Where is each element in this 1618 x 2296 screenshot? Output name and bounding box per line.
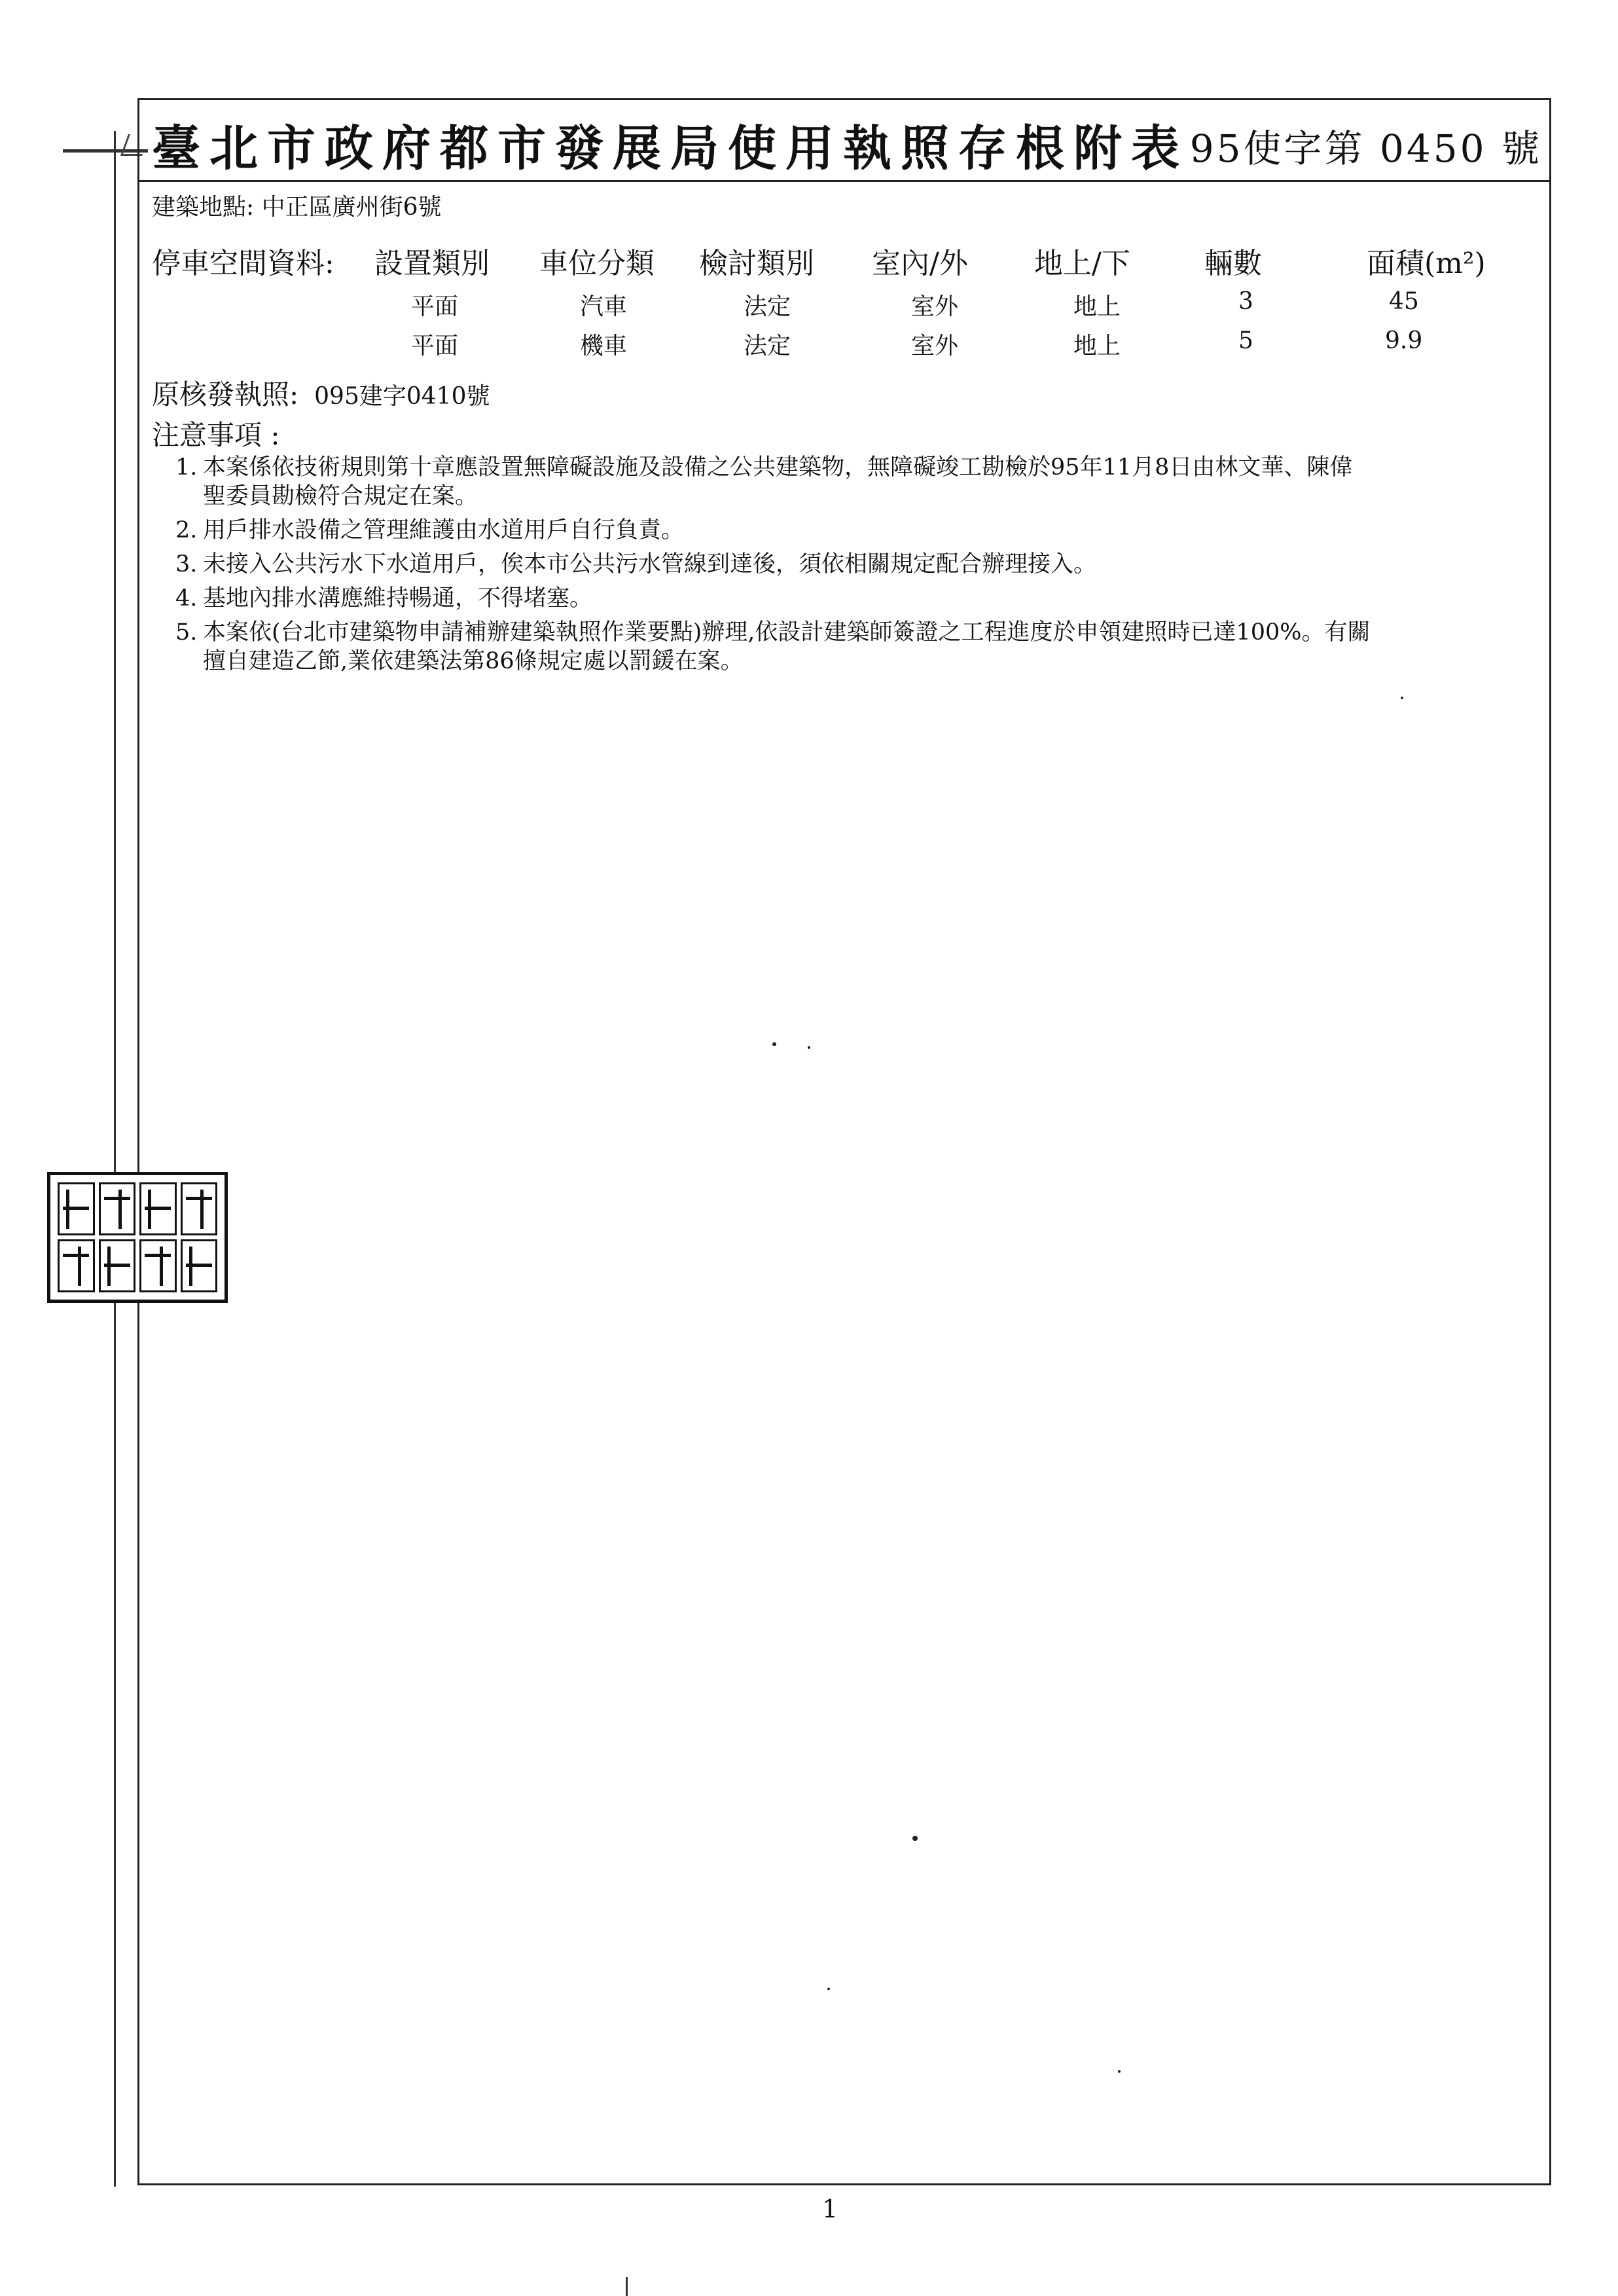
permit-number: 95使字第 0450 號 (1189, 126, 1542, 171)
parking-cell: 3 (1238, 288, 1253, 315)
parking-cell: 平面 (411, 293, 459, 320)
scan-speck (1118, 2070, 1121, 2073)
address-row (152, 189, 442, 222)
seal-glyph (139, 1239, 177, 1292)
scan-speck (1401, 697, 1403, 699)
parking-header-count: 輛數 (1204, 247, 1262, 280)
parking-cell: 地上 (1073, 333, 1121, 359)
document-title: 臺北市政府都市發展局使用執照存根附表 (152, 120, 1189, 177)
address-value: 中正區廣州街6號 (261, 194, 442, 221)
parking-header-indoor: 室內/外 (872, 247, 968, 280)
seal-glyph (99, 1182, 136, 1235)
note-line: 用戶排水設備之管理維護由水道用戶自行負責。 (203, 517, 685, 543)
note-item (175, 516, 1576, 545)
note-line: 本案係依技術規則第十章應設置無障礙設施及設備之公共建築物，無障礙竣工勘檢於95年11月8日由林文華、陳偉 (203, 454, 1353, 481)
scan-speck (912, 1836, 918, 1841)
parking-cell: 地上 (1073, 293, 1121, 320)
parking-header-level: 地上/下 (1034, 247, 1130, 280)
notes-title: 注意事項 : (152, 419, 280, 451)
parking-header-vehicle: 車位分類 (539, 247, 655, 280)
seal-glyph (99, 1239, 136, 1292)
original-permit-row (152, 373, 490, 412)
address-label: 建築地點: (152, 194, 255, 221)
notes-list (175, 453, 1576, 681)
parking-cell: 45 (1389, 288, 1419, 315)
original-permit-value: 095建字0410號 (314, 383, 490, 410)
note-number: 5. (175, 619, 198, 646)
parking-cell: 汽車 (580, 293, 628, 320)
note-line: 本案依(台北市建築物申請補辦建築執照作業要點)辦理,依設計建築師簽證之工程進度於申領建照時已達100%。有關 (203, 619, 1371, 646)
document-header (137, 98, 1551, 182)
official-seal-stamp (47, 1172, 228, 1303)
seal-glyph (58, 1182, 95, 1235)
parking-header-type: 設置類別 (374, 247, 490, 280)
parking-cell: 5 (1238, 327, 1253, 354)
note-item (175, 550, 1576, 579)
note-line: 未接入公共污水下水道用戶，俟本市公共污水管線到達後，須依相關規定配合辦理接入。 (203, 551, 1097, 577)
note-line: 聖委員勘檢符合規定在案。 (203, 483, 478, 509)
scan-speck (827, 1988, 830, 1990)
note-number: 4. (175, 585, 198, 611)
note-line: 擅自建造乙節,業依建築法第86條規定處以罰鍰在案。 (203, 648, 744, 674)
parking-label: 停車空間資料: (152, 247, 334, 280)
parking-cell: 法定 (744, 333, 791, 359)
seal-glyph (181, 1182, 218, 1235)
parking-header-area: 面積(m²) (1367, 247, 1486, 280)
seal-glyph (58, 1239, 95, 1292)
seal-glyph (181, 1239, 218, 1292)
original-permit-label: 原核發執照: (152, 378, 299, 410)
parking-cell: 平面 (411, 333, 459, 359)
parking-header-review: 檢討類別 (699, 247, 814, 280)
parking-cell: 法定 (744, 293, 791, 320)
seal-grid (56, 1180, 219, 1294)
parking-cell: 機車 (580, 333, 628, 359)
note-item (175, 584, 1576, 613)
note-number: 1. (175, 454, 198, 481)
note-item (175, 618, 1576, 676)
note-item (175, 453, 1576, 511)
note-number: 2. (175, 517, 198, 543)
note-line: 基地內排水溝應維持暢通，不得堵塞。 (203, 585, 593, 611)
scan-speck (808, 1046, 810, 1049)
page-number: 1 (822, 2195, 838, 2223)
scan-mark (626, 2277, 628, 2296)
seal-glyph (139, 1182, 177, 1235)
note-number: 3. (175, 551, 198, 577)
parking-cell: 9.9 (1385, 327, 1423, 354)
parking-cell: 室外 (911, 293, 959, 320)
scan-speck (772, 1042, 776, 1046)
parking-table (152, 236, 1539, 373)
frame-left-line (114, 131, 116, 2187)
parking-cell: 室外 (911, 333, 959, 359)
